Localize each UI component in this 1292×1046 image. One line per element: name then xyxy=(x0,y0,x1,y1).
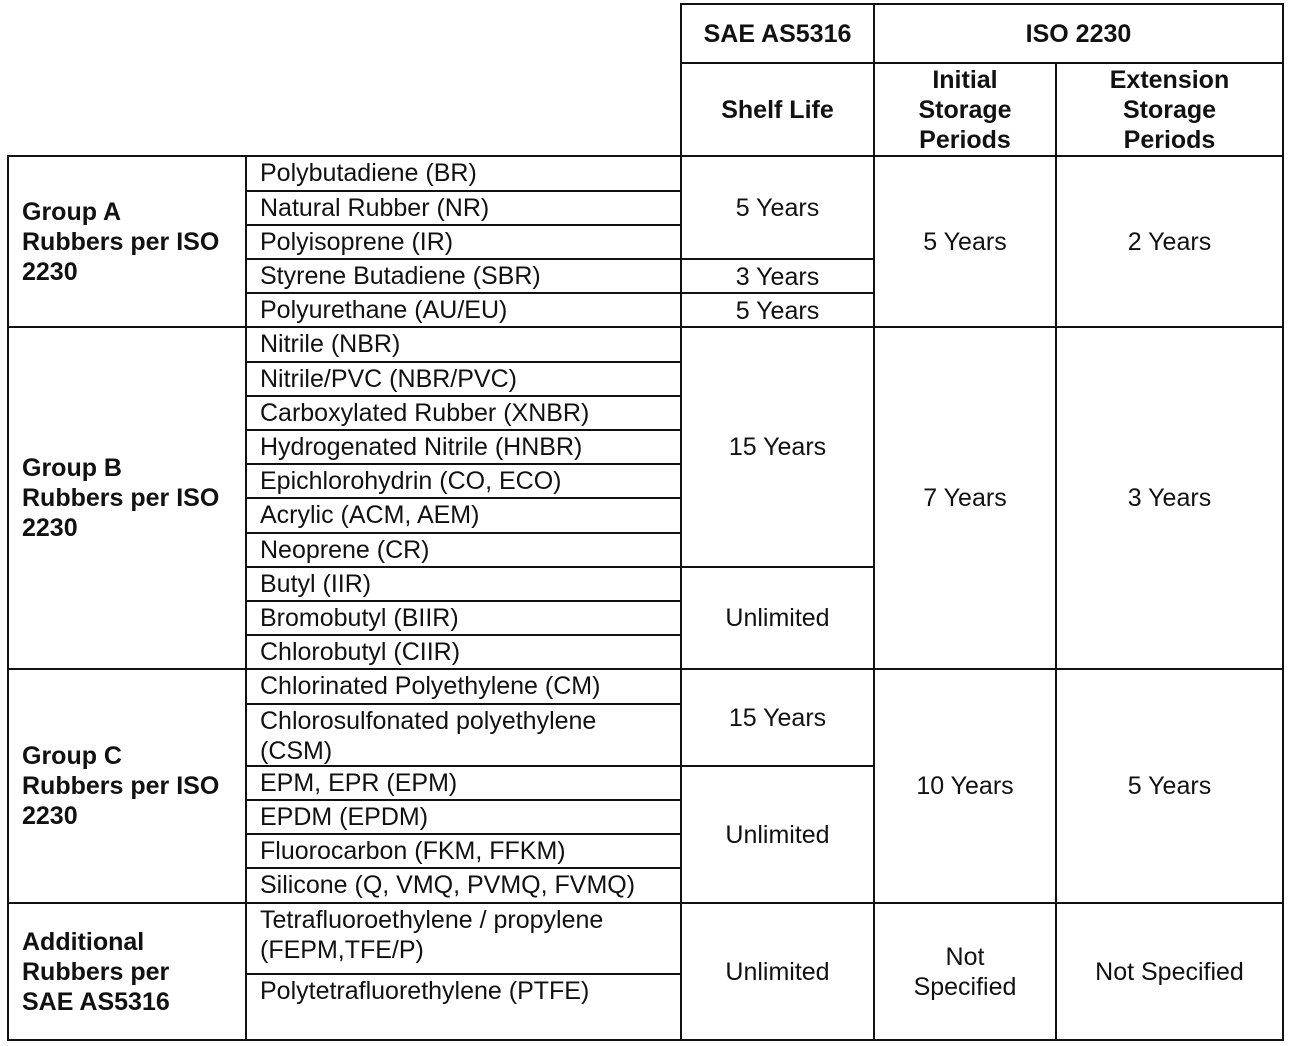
material-name: Chlorinated Polyethylene (CM) xyxy=(260,672,601,700)
extension-period-value: 5 Years xyxy=(1127,772,1212,800)
material-cell xyxy=(247,465,680,497)
material-name: Carboxylated Rubber (XNBR) xyxy=(260,399,590,427)
initial-period-value: 7 Years xyxy=(923,484,1007,512)
initial-period-cell xyxy=(875,670,1055,902)
group-c-label-cell xyxy=(9,670,245,902)
shelf-life-value: 15 Years xyxy=(728,433,827,461)
material-cell xyxy=(247,157,680,190)
material-name: Hydrogenated Nitrile (HNBR) xyxy=(260,433,583,461)
material-cell xyxy=(247,260,680,292)
material-name: Neoprene (CR) xyxy=(260,536,430,564)
header-shelf-life xyxy=(682,64,873,155)
shelf-life-cell xyxy=(682,767,873,902)
material-cell xyxy=(247,328,680,361)
material-name: Chlorosulfonated polyethylene (CSM) xyxy=(260,707,597,765)
material-cell xyxy=(247,602,680,634)
shelf-life-value: 5 Years xyxy=(735,297,820,325)
material-name: Polyisoprene (IR) xyxy=(260,228,454,256)
group-a-label-cell xyxy=(9,157,245,326)
material-cell xyxy=(247,869,680,902)
material-name: EPDM (EPDM) xyxy=(260,803,429,831)
material-name: Polyurethane (AU/EU) xyxy=(260,296,508,324)
initial-period-value: 10 Years xyxy=(916,772,1014,800)
material-name: Natural Rubber (NR) xyxy=(260,194,490,222)
material-name: Epichlorohydrin (CO, ECO) xyxy=(260,467,562,495)
material-name: Nitrile (NBR) xyxy=(260,330,401,358)
shelf-life-cell xyxy=(682,260,873,294)
extension-period-cell xyxy=(1057,904,1282,1039)
initial-period-cell xyxy=(875,904,1055,1039)
shelf-life-cell xyxy=(682,904,873,1039)
material-cell xyxy=(247,431,680,463)
extension-period-cell xyxy=(1057,328,1282,668)
material-name: EPM, EPR (EPM) xyxy=(260,769,458,797)
shelf-life-value: Unlimited xyxy=(725,604,830,632)
group-b-label-cell xyxy=(9,328,245,668)
material-cell xyxy=(247,294,680,326)
shelf-life-value: Unlimited xyxy=(725,957,830,986)
header-initial-label: Initial Storage Periods xyxy=(918,65,1012,154)
material-cell xyxy=(247,192,680,224)
material-cell xyxy=(247,705,680,765)
material-cell xyxy=(247,835,680,867)
group-label: Group C Rubbers per ISO 2230 xyxy=(22,742,220,830)
material-name: Silicone (Q, VMQ, PVMQ, FVMQ) xyxy=(260,871,636,899)
header-iso-2230 xyxy=(875,5,1282,62)
material-cell xyxy=(247,363,680,395)
shelf-life-value: 15 Years xyxy=(728,703,827,732)
material-name: Polytetrafluorethylene (PTFE) xyxy=(260,977,590,1005)
shelf-life-cell xyxy=(682,328,873,566)
header-sae-label: SAE AS5316 xyxy=(703,19,852,48)
extension-period-cell xyxy=(1057,157,1282,326)
group-label: Group A Rubbers per ISO 2230 xyxy=(22,197,220,286)
shelf-life-cell xyxy=(682,568,873,668)
header-extension-label: Extension Storage Periods xyxy=(1109,65,1230,154)
material-name: Nitrile/PVC (NBR/PVC) xyxy=(260,365,517,393)
material-cell xyxy=(247,636,680,668)
shelf-life-value: Unlimited xyxy=(725,820,830,849)
initial-period-cell xyxy=(875,328,1055,668)
material-name: Tetrafluoroethylene / propylene (FEPM,TFE/P) xyxy=(260,906,604,964)
initial-period-cell xyxy=(875,157,1055,326)
extension-period-value: 3 Years xyxy=(1127,484,1212,512)
header-iso-label: ISO 2230 xyxy=(1025,19,1132,48)
material-cell xyxy=(247,534,680,566)
group-label: Group B Rubbers per ISO 2230 xyxy=(22,454,220,542)
material-name: Chlorobutyl (CIIR) xyxy=(260,638,461,666)
initial-period-value: 5 Years xyxy=(923,227,1007,256)
header-extension-storage xyxy=(1057,64,1282,155)
shelf-life-cell xyxy=(682,670,873,765)
material-cell xyxy=(247,226,680,258)
material-cell xyxy=(247,499,680,532)
extension-period-value: 2 Years xyxy=(1127,227,1212,256)
material-name: Butyl (IIR) xyxy=(260,570,372,598)
material-name: Acrylic (ACM, AEM) xyxy=(260,501,480,529)
material-name: Bromobutyl (BIIR) xyxy=(260,604,459,632)
extension-period-value: Not Specified xyxy=(1095,957,1244,986)
material-cell xyxy=(247,801,680,833)
material-cell xyxy=(247,568,680,600)
material-name: Fluorocarbon (FKM, FFKM) xyxy=(260,837,566,865)
header-initial-storage xyxy=(875,64,1055,155)
material-cell xyxy=(247,397,680,429)
material-cell xyxy=(247,975,680,1039)
header-shelf-life-label: Shelf Life xyxy=(721,95,834,124)
material-name: Polybutadiene (BR) xyxy=(260,159,477,187)
material-cell xyxy=(247,670,680,703)
header-sae-as5316 xyxy=(682,5,873,62)
group-label: Additional Rubbers per SAE AS5316 xyxy=(22,927,170,1016)
material-cell xyxy=(247,904,680,973)
shelf-life-cell xyxy=(682,157,873,258)
shelf-life-cell xyxy=(682,294,873,328)
group-additional-label-cell xyxy=(9,904,245,1039)
extension-period-cell xyxy=(1057,670,1282,902)
material-cell xyxy=(247,767,680,799)
initial-period-value: Not Specified xyxy=(913,942,1017,1001)
shelf-life-value: 5 Years xyxy=(735,193,820,222)
material-name: Styrene Butadiene (SBR) xyxy=(260,262,541,290)
shelf-life-value: 3 Years xyxy=(735,263,820,291)
